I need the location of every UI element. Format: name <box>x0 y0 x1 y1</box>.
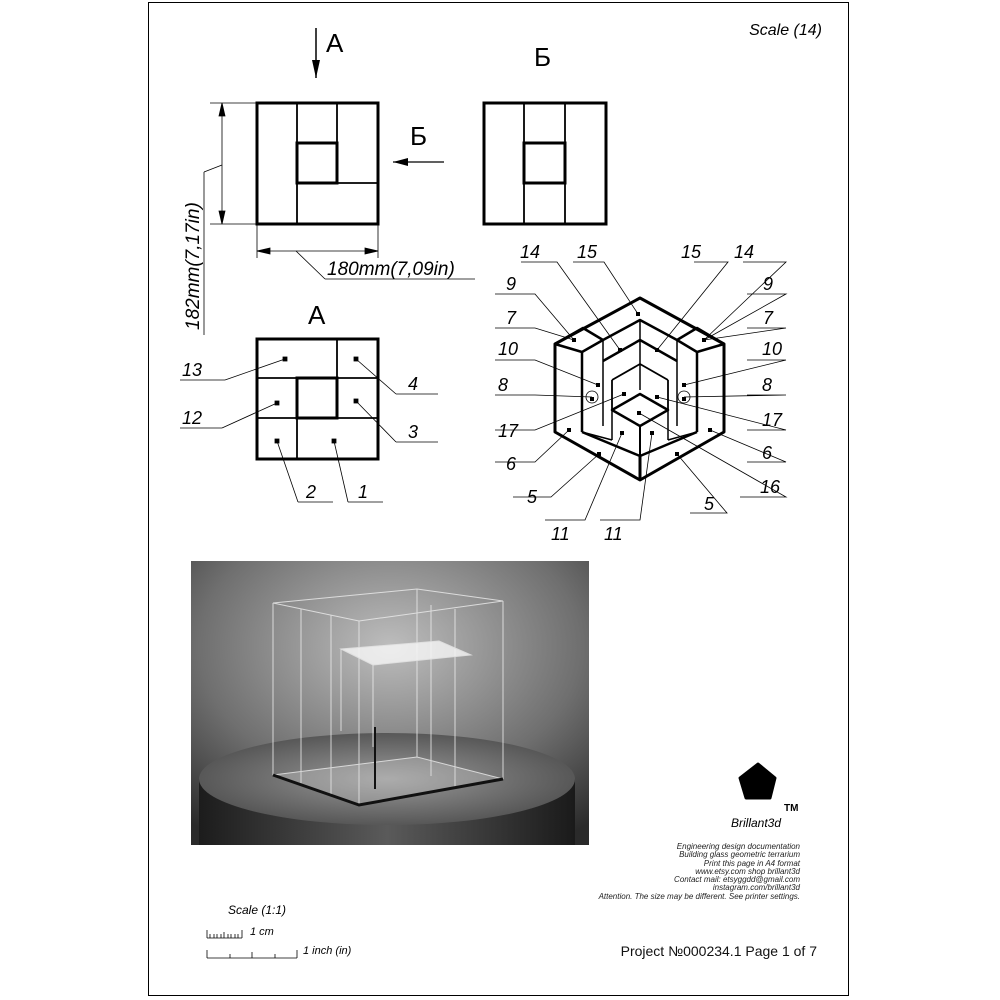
footer-line: Contact mail: etsyggdd@gmail.com <box>674 875 800 885</box>
label-13: 13 <box>182 360 203 380</box>
label-1: 1 <box>358 482 369 502</box>
iso-label-17-left: 17 <box>498 421 519 441</box>
footer-line: Print this page in A4 format <box>703 858 800 868</box>
height-dimension-text: 182mm(7,17in) <box>183 202 204 330</box>
view-arrow-a <box>312 28 344 78</box>
view-arrow-b <box>393 121 444 166</box>
iso-label-16: 16 <box>760 477 781 497</box>
view-b-title: Б <box>534 42 552 72</box>
inch-label: 1 inch (in) <box>303 945 352 957</box>
footer-line: instagram.com/brillant3d <box>712 883 800 893</box>
iso-label-6-left: 6 <box>506 454 517 474</box>
footer-line: Attention. The size may be different. See printer settings. <box>598 891 800 901</box>
scale-ruler-label: Scale (1:1) <box>228 903 287 917</box>
label-3: 3 <box>408 422 419 442</box>
iso-label-17-right: 17 <box>762 410 783 430</box>
front-view <box>257 103 378 224</box>
arrow-b-letter: Б <box>410 121 428 151</box>
iso-label-11-a: 11 <box>551 524 570 544</box>
iso-label-6-right: 6 <box>762 443 773 463</box>
footer-line: Engineering design documentation <box>676 842 800 851</box>
render-photo <box>191 561 589 845</box>
label-12: 12 <box>182 408 203 428</box>
footer-line: Building glass geometric terrarium <box>679 850 800 860</box>
bottom-view-numbers <box>182 360 418 502</box>
trademark-mark: TM <box>784 803 799 814</box>
iso-label-9-right: 9 <box>763 274 774 294</box>
label-2: 2 <box>306 482 317 502</box>
iso-label-15-right: 15 <box>681 242 702 262</box>
scale-label: Scale (14) <box>749 22 822 39</box>
iso-label-10-right: 10 <box>762 339 783 359</box>
footer-line: www.etsy.com shop brillant3d <box>695 866 800 876</box>
iso-label-5-left: 5 <box>527 487 538 507</box>
iso-label-5-right: 5 <box>704 494 715 514</box>
brand-name: Brillant3d <box>730 816 782 830</box>
iso-label-7-right: 7 <box>763 308 774 328</box>
iso-label-8-right: 8 <box>762 375 773 395</box>
arrow-a-letter: А <box>326 28 344 58</box>
cm-label: 1 cm <box>250 926 274 938</box>
view-a-title: А <box>308 300 326 330</box>
iso-label-11-b: 11 <box>604 524 623 544</box>
iso-label-14-right: 14 <box>734 242 755 262</box>
footer-notes <box>560 843 800 901</box>
iso-label-14-left: 14 <box>520 242 541 262</box>
width-dimension-text: 180mm(7,09in) <box>327 259 455 280</box>
iso-label-8-left: 8 <box>498 375 509 395</box>
iso-label-15-left: 15 <box>577 242 598 262</box>
iso-label-10-left: 10 <box>498 339 519 359</box>
iso-label-7-left: 7 <box>506 308 517 328</box>
isometric-view <box>555 298 724 480</box>
label-4: 4 <box>408 374 419 394</box>
iso-label-9-left: 9 <box>506 274 517 294</box>
side-view <box>484 103 606 224</box>
dimension-lines <box>204 103 475 335</box>
brand-logo <box>740 764 775 798</box>
project-page-number: Project №000234.1 Page 1 of 7 <box>620 943 817 959</box>
